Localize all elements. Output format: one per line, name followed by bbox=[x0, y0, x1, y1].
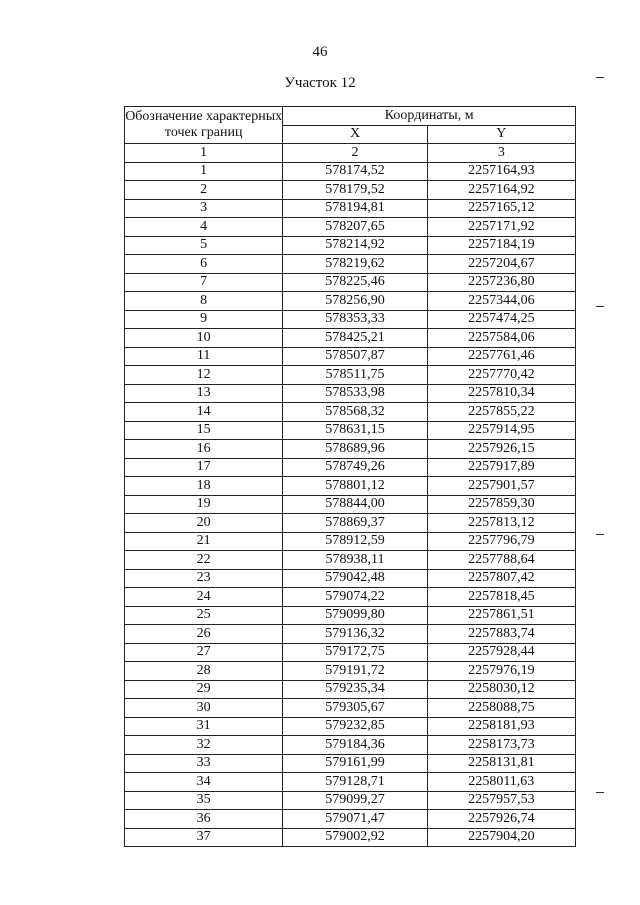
point-number-cell: 7 bbox=[125, 273, 283, 292]
y-coordinate-cell: 2257926,74 bbox=[427, 810, 575, 829]
table-row bbox=[125, 458, 576, 477]
y-coordinate-cell: 2257818,45 bbox=[427, 588, 575, 607]
x-coordinate-cell: 578511,75 bbox=[283, 366, 427, 385]
point-number-cell: 15 bbox=[125, 421, 283, 440]
y-coordinate-cell: 2257164,92 bbox=[427, 181, 575, 200]
table-row bbox=[125, 569, 576, 588]
table-row bbox=[125, 754, 576, 773]
page-number: 46 bbox=[312, 44, 328, 60]
margin-mark bbox=[596, 306, 604, 307]
x-coordinate-cell: 578631,15 bbox=[283, 421, 427, 440]
table-row bbox=[125, 495, 576, 514]
y-coordinate-cell: 2258088,75 bbox=[427, 699, 575, 718]
point-number-cell: 6 bbox=[125, 255, 283, 274]
y-coordinate-cell: 2257171,92 bbox=[427, 218, 575, 237]
y-coordinate-cell: 2257928,44 bbox=[427, 643, 575, 662]
point-number-cell: 9 bbox=[125, 310, 283, 329]
x-coordinate-cell: 578207,65 bbox=[283, 218, 427, 237]
point-number-cell: 11 bbox=[125, 347, 283, 366]
point-number-cell: 5 bbox=[125, 236, 283, 255]
y-coordinate-cell: 2257344,06 bbox=[427, 292, 575, 311]
point-number-cell: 13 bbox=[125, 384, 283, 403]
point-number-cell: 10 bbox=[125, 329, 283, 348]
y-coordinate-cell: 2257474,25 bbox=[427, 310, 575, 329]
column-number: 3 bbox=[427, 144, 575, 163]
y-coordinate-cell: 2257859,30 bbox=[427, 495, 575, 514]
y-coordinate-cell: 2257813,12 bbox=[427, 514, 575, 533]
y-coordinate-cell: 2258131,81 bbox=[427, 754, 575, 773]
x-coordinate-cell: 578533,98 bbox=[283, 384, 427, 403]
point-number-cell: 4 bbox=[125, 218, 283, 237]
table-row bbox=[125, 643, 576, 662]
table-row bbox=[125, 551, 576, 570]
x-column-header: X bbox=[283, 125, 427, 144]
x-coordinate-cell: 578568,32 bbox=[283, 403, 427, 422]
table-row bbox=[125, 717, 576, 736]
y-coordinate-cell: 2257807,42 bbox=[427, 569, 575, 588]
point-number-cell: 16 bbox=[125, 440, 283, 459]
table-row bbox=[125, 477, 576, 496]
point-number-cell: 32 bbox=[125, 736, 283, 755]
table-row bbox=[125, 273, 576, 292]
x-coordinate-cell: 579099,27 bbox=[283, 791, 427, 810]
coordinates-table bbox=[124, 106, 576, 847]
y-coordinate-cell: 2257926,15 bbox=[427, 440, 575, 459]
coordinates-header: Координаты, м bbox=[283, 107, 576, 126]
x-coordinate-cell: 579161,99 bbox=[283, 754, 427, 773]
point-number-cell: 29 bbox=[125, 680, 283, 699]
table-header-row bbox=[125, 107, 576, 126]
point-number-cell: 27 bbox=[125, 643, 283, 662]
point-number-cell: 14 bbox=[125, 403, 283, 422]
table-row bbox=[125, 421, 576, 440]
y-coordinate-cell: 2257584,06 bbox=[427, 329, 575, 348]
table-row bbox=[125, 773, 576, 792]
y-coordinate-cell: 2257976,19 bbox=[427, 662, 575, 681]
y-coordinate-cell: 2257917,89 bbox=[427, 458, 575, 477]
y-coordinate-cell: 2257204,67 bbox=[427, 255, 575, 274]
y-coordinate-cell: 2257914,95 bbox=[427, 421, 575, 440]
table-row bbox=[125, 218, 576, 237]
x-coordinate-cell: 579002,92 bbox=[283, 828, 427, 847]
x-coordinate-cell: 578749,26 bbox=[283, 458, 427, 477]
y-column-header: Y bbox=[427, 125, 575, 144]
x-coordinate-cell: 579099,80 bbox=[283, 606, 427, 625]
table-row bbox=[125, 736, 576, 755]
point-number-cell: 2 bbox=[125, 181, 283, 200]
point-number-cell: 8 bbox=[125, 292, 283, 311]
x-coordinate-cell: 579074,22 bbox=[283, 588, 427, 607]
table-row bbox=[125, 329, 576, 348]
y-coordinate-cell: 2257883,74 bbox=[427, 625, 575, 644]
column-number: 2 bbox=[283, 144, 427, 163]
column-number-row bbox=[125, 144, 576, 163]
point-number-cell: 36 bbox=[125, 810, 283, 829]
y-coordinate-cell: 2257770,42 bbox=[427, 366, 575, 385]
column-number: 1 bbox=[125, 144, 283, 163]
x-coordinate-cell: 579232,85 bbox=[283, 717, 427, 736]
x-coordinate-cell: 578219,62 bbox=[283, 255, 427, 274]
table-row bbox=[125, 662, 576, 681]
table-row bbox=[125, 199, 576, 218]
x-coordinate-cell: 578214,92 bbox=[283, 236, 427, 255]
y-coordinate-cell: 2257788,64 bbox=[427, 551, 575, 570]
point-number-cell: 23 bbox=[125, 569, 283, 588]
point-number-cell: 12 bbox=[125, 366, 283, 385]
table-row bbox=[125, 588, 576, 607]
y-coordinate-cell: 2258011,63 bbox=[427, 773, 575, 792]
table-row bbox=[125, 440, 576, 459]
table-row bbox=[125, 310, 576, 329]
y-coordinate-cell: 2257810,34 bbox=[427, 384, 575, 403]
x-coordinate-cell: 578256,90 bbox=[283, 292, 427, 311]
y-coordinate-cell: 2257164,93 bbox=[427, 162, 575, 181]
table-row bbox=[125, 366, 576, 385]
x-coordinate-cell: 578912,59 bbox=[283, 532, 427, 551]
table-row bbox=[125, 403, 576, 422]
margin-mark bbox=[596, 534, 604, 535]
x-coordinate-cell: 579136,32 bbox=[283, 625, 427, 644]
y-coordinate-cell: 2257855,22 bbox=[427, 403, 575, 422]
point-number-cell: 33 bbox=[125, 754, 283, 773]
x-coordinate-cell: 578938,11 bbox=[283, 551, 427, 570]
y-coordinate-cell: 2257184,19 bbox=[427, 236, 575, 255]
table-row bbox=[125, 828, 576, 847]
table-row bbox=[125, 255, 576, 274]
point-number-cell: 3 bbox=[125, 199, 283, 218]
table-row bbox=[125, 384, 576, 403]
table-row bbox=[125, 810, 576, 829]
table-row bbox=[125, 162, 576, 181]
y-coordinate-cell: 2257165,12 bbox=[427, 199, 575, 218]
point-number-cell: 21 bbox=[125, 532, 283, 551]
y-coordinate-cell: 2257761,46 bbox=[427, 347, 575, 366]
x-coordinate-cell: 578174,52 bbox=[283, 162, 427, 181]
margin-mark bbox=[596, 77, 604, 78]
y-coordinate-cell: 2257796,79 bbox=[427, 532, 575, 551]
x-coordinate-cell: 578507,87 bbox=[283, 347, 427, 366]
x-coordinate-cell: 579128,71 bbox=[283, 773, 427, 792]
point-designation-header: Обозначение характерных точек границ bbox=[125, 107, 283, 144]
y-coordinate-cell: 2257861,51 bbox=[427, 606, 575, 625]
y-coordinate-cell: 2257957,53 bbox=[427, 791, 575, 810]
point-number-cell: 34 bbox=[125, 773, 283, 792]
x-coordinate-cell: 578869,37 bbox=[283, 514, 427, 533]
table-row bbox=[125, 347, 576, 366]
x-coordinate-cell: 579235,34 bbox=[283, 680, 427, 699]
point-number-cell: 17 bbox=[125, 458, 283, 477]
y-coordinate-cell: 2257236,80 bbox=[427, 273, 575, 292]
x-coordinate-cell: 579191,72 bbox=[283, 662, 427, 681]
point-number-cell: 26 bbox=[125, 625, 283, 644]
table-row bbox=[125, 532, 576, 551]
point-number-cell: 25 bbox=[125, 606, 283, 625]
section-title: Участок 12 bbox=[284, 75, 356, 91]
y-coordinate-cell: 2258030,12 bbox=[427, 680, 575, 699]
table-row bbox=[125, 606, 576, 625]
x-coordinate-cell: 579305,67 bbox=[283, 699, 427, 718]
x-coordinate-cell: 579071,47 bbox=[283, 810, 427, 829]
y-coordinate-cell: 2257901,57 bbox=[427, 477, 575, 496]
table-body bbox=[125, 162, 576, 847]
point-number-cell: 35 bbox=[125, 791, 283, 810]
point-number-cell: 28 bbox=[125, 662, 283, 681]
table-row bbox=[125, 625, 576, 644]
y-coordinate-cell: 2258173,73 bbox=[427, 736, 575, 755]
table-row bbox=[125, 680, 576, 699]
point-number-cell: 31 bbox=[125, 717, 283, 736]
x-coordinate-cell: 578179,52 bbox=[283, 181, 427, 200]
point-number-cell: 30 bbox=[125, 699, 283, 718]
x-coordinate-cell: 578844,00 bbox=[283, 495, 427, 514]
table-row bbox=[125, 514, 576, 533]
x-coordinate-cell: 579172,75 bbox=[283, 643, 427, 662]
point-number-cell: 19 bbox=[125, 495, 283, 514]
x-coordinate-cell: 578425,21 bbox=[283, 329, 427, 348]
point-number-cell: 24 bbox=[125, 588, 283, 607]
table-row bbox=[125, 236, 576, 255]
table-row bbox=[125, 292, 576, 311]
x-coordinate-cell: 579042,48 bbox=[283, 569, 427, 588]
x-coordinate-cell: 578689,96 bbox=[283, 440, 427, 459]
margin-mark bbox=[596, 792, 604, 793]
table-row bbox=[125, 699, 576, 718]
x-coordinate-cell: 579184,36 bbox=[283, 736, 427, 755]
point-number-cell: 20 bbox=[125, 514, 283, 533]
y-coordinate-cell: 2257904,20 bbox=[427, 828, 575, 847]
point-number-cell: 1 bbox=[125, 162, 283, 181]
point-number-cell: 37 bbox=[125, 828, 283, 847]
x-coordinate-cell: 578801,12 bbox=[283, 477, 427, 496]
point-number-cell: 22 bbox=[125, 551, 283, 570]
x-coordinate-cell: 578353,33 bbox=[283, 310, 427, 329]
x-coordinate-cell: 578225,46 bbox=[283, 273, 427, 292]
y-coordinate-cell: 2258181,93 bbox=[427, 717, 575, 736]
table-row bbox=[125, 791, 576, 810]
x-coordinate-cell: 578194,81 bbox=[283, 199, 427, 218]
point-number-cell: 18 bbox=[125, 477, 283, 496]
table-row bbox=[125, 181, 576, 200]
